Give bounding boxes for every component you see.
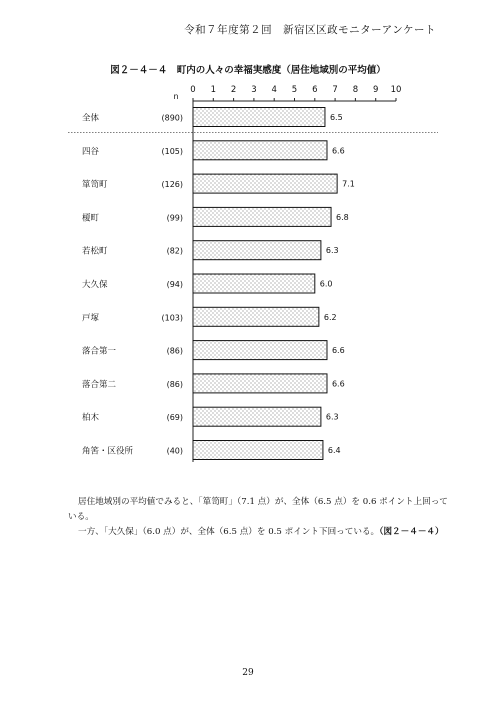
bar: [193, 341, 327, 360]
bar: [193, 174, 337, 193]
bar: [193, 307, 319, 326]
bar: [193, 141, 327, 160]
x-tick-label: 1: [210, 85, 217, 95]
bar: [193, 274, 315, 293]
x-tick-label: 0: [190, 85, 196, 95]
n-value-label: (99): [166, 213, 183, 223]
bar-value-label: 6.0: [319, 279, 333, 289]
x-tick-label: 8: [352, 85, 359, 95]
category-label: 榎町: [82, 213, 100, 224]
x-tick-label: 2: [230, 85, 237, 95]
n-value-label: (890): [161, 113, 183, 123]
body-paragraph-2: [68, 525, 448, 540]
bar-value-label: 6.5: [329, 113, 343, 122]
bar: [193, 241, 321, 260]
body-paragraph-2-text: 一方、「大久保」（6.0 点）が、全体（6.5 点）を 0.5 ポイント下回っている。: [78, 527, 380, 537]
x-tick-label: 3: [251, 85, 257, 95]
page-number: 29: [242, 668, 254, 678]
category-label: 全体: [82, 113, 100, 124]
figure-title: 図２－４－４ 町内の人々の幸福実感度（居住地域別の平均値）: [110, 65, 386, 76]
bar-value-label: 6.4: [327, 446, 341, 455]
category-label: 若松町: [82, 246, 108, 257]
bar: [193, 407, 321, 426]
n-value-label: (82): [166, 246, 183, 256]
bar: [193, 207, 331, 226]
n-value-label: (69): [166, 413, 183, 423]
bar-value-label: 7.1: [342, 179, 355, 189]
body-paragraph-1: 居住地域別の平均値でみると、「箪笥町」（7.1 点）が、全体（6.5 点）を 0.6 ポイント上回っている。: [68, 497, 448, 522]
x-tick-label: 9: [372, 85, 379, 95]
bar: [193, 374, 327, 393]
n-value-label: (103): [161, 313, 183, 323]
category-label: 四谷: [82, 146, 100, 157]
x-tick-label: 7: [332, 85, 338, 95]
bar: [193, 108, 325, 127]
report-header: 令和７年度第２回 新宿区区政モニターアンケート: [184, 24, 436, 36]
category-label: 柏木: [82, 413, 100, 424]
n-value-label: (86): [166, 379, 183, 389]
bar-value-label: 6.3: [325, 412, 339, 422]
category-label: 落合第二: [82, 379, 117, 390]
category-label: 大久保: [82, 280, 108, 290]
n-value-label: (126): [161, 180, 183, 190]
bar-value-label: 6.2: [323, 312, 337, 322]
figure-reference: （図２－４－４）: [379, 527, 444, 537]
n-value-label: (105): [161, 146, 183, 156]
n-column-header: n: [173, 92, 179, 101]
x-tick-label: 10: [390, 85, 402, 95]
x-tick-label: 4: [271, 85, 277, 95]
n-value-label: (40): [166, 446, 183, 456]
bar-value-label: 6.6: [331, 146, 345, 156]
category-label: 箪笥町: [82, 180, 108, 191]
bar-value-label: 6.3: [325, 246, 339, 256]
bar-value-label: 6.8: [336, 212, 349, 222]
n-value-label: (94): [166, 280, 183, 289]
bar-value-label: 6.6: [331, 379, 345, 389]
category-label: 角筈・区役所: [82, 446, 134, 457]
category-label: 落合第一: [82, 346, 117, 357]
x-tick-label: 5: [291, 85, 298, 95]
x-tick-label: 6: [312, 85, 318, 95]
bar: [193, 441, 323, 460]
category-label: 戸塚: [82, 313, 100, 324]
n-value-label: (86): [166, 346, 183, 356]
bar-value-label: 6.6: [331, 346, 345, 356]
